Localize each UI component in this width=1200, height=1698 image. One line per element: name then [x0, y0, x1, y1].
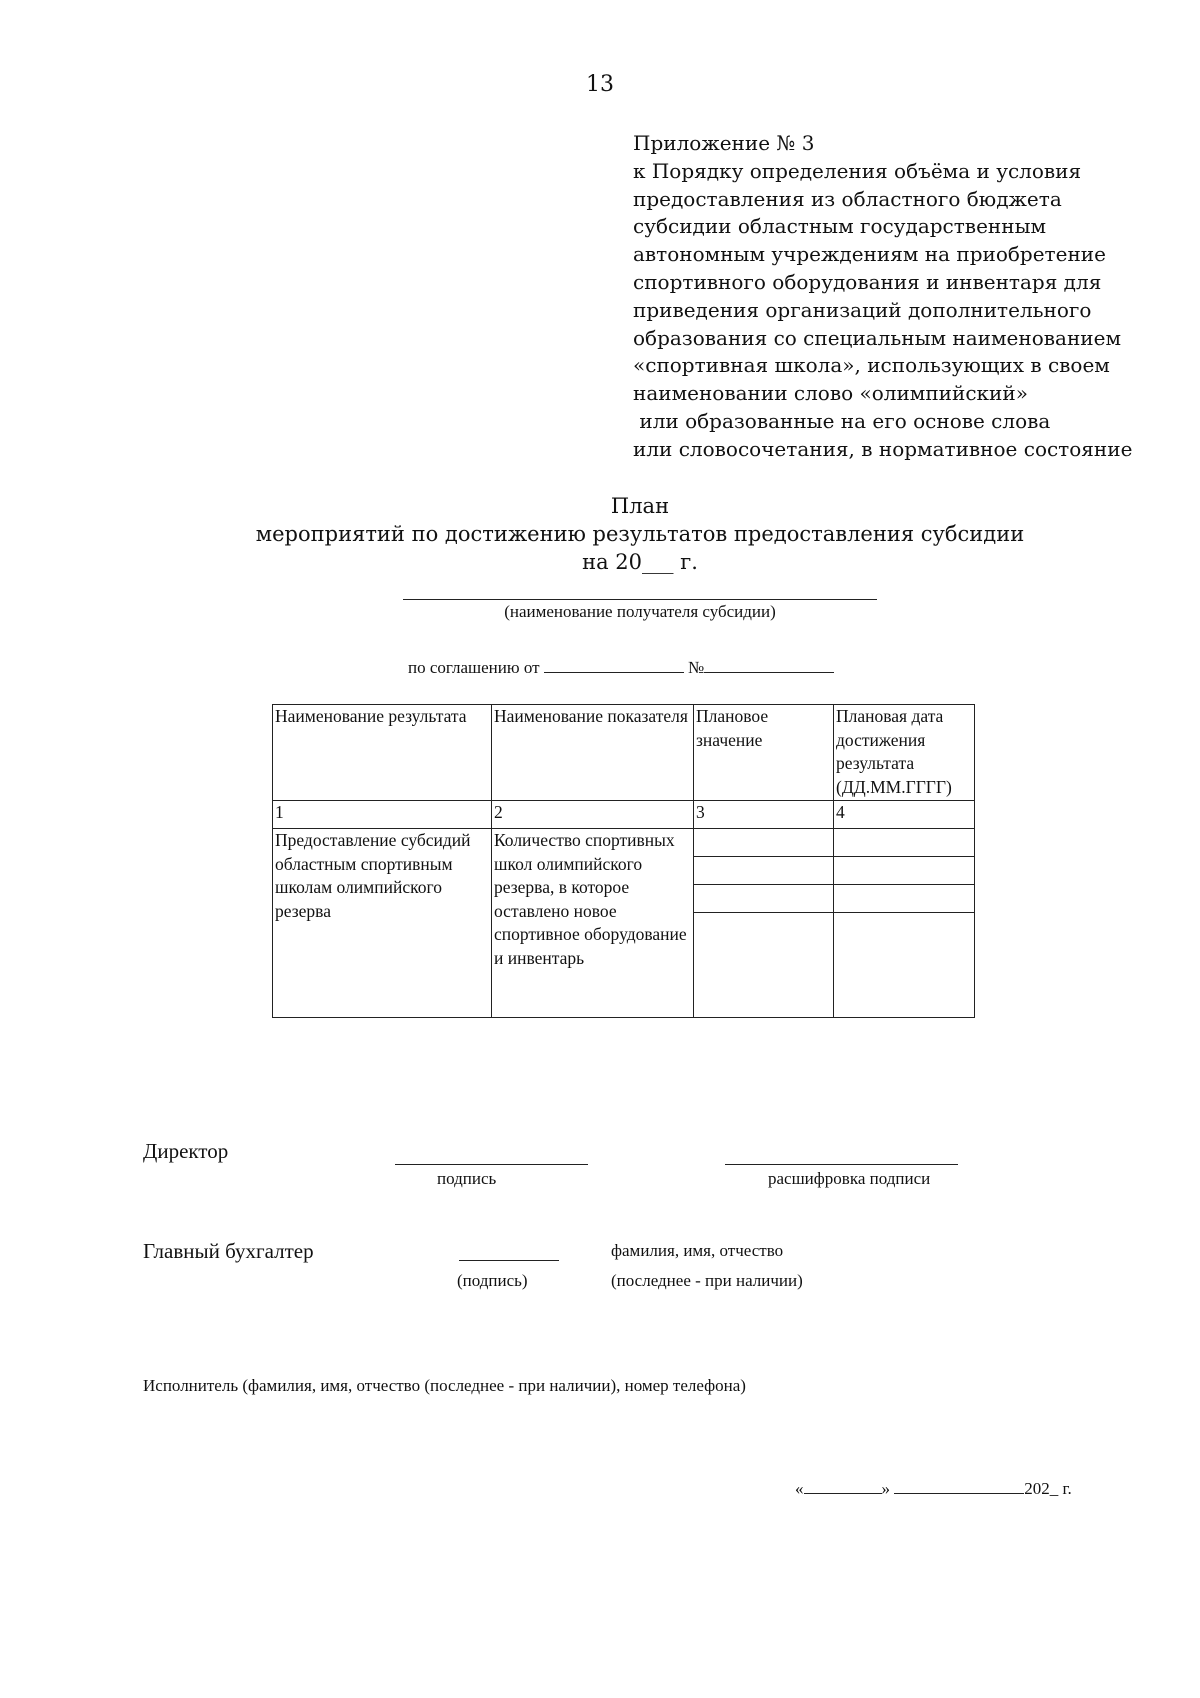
appendix-line: или образованные на его основе слова [633, 408, 1051, 433]
director-signature-caption: подпись [437, 1169, 497, 1188]
director-signature-line[interactable] [395, 1164, 588, 1165]
appendix-line: или словосочетания, в нормативное состояние [633, 436, 1133, 461]
agreement-date-field[interactable] [544, 655, 684, 673]
appendix-line: наименовании слово «олимпийский» [633, 381, 1028, 406]
planned-date-subcells [834, 829, 974, 913]
accountant-name-note: (последнее - при наличии) [611, 1271, 803, 1290]
table-row [273, 829, 975, 1018]
planned-date-subcell[interactable] [834, 857, 974, 885]
document-title: План [610, 494, 670, 518]
agreement-number-field[interactable] [704, 655, 834, 673]
accountant-signature-caption: (подпись) [457, 1271, 528, 1290]
accountant-signature-line[interactable] [459, 1260, 559, 1261]
date-month-field[interactable] [894, 1476, 1024, 1494]
appendix-block [633, 130, 1193, 464]
appendix-line: субсидии областным государственным [633, 214, 1047, 239]
indicator-cell: Количество спортивных школ олимпийского резерва, в которое оставлено новое спортивное оборудование и инвентарь [492, 829, 694, 1018]
recipient-caption: (наименование получателя субсидии) [504, 602, 776, 621]
column-number: 4 [834, 801, 975, 829]
planned-value-subcells [694, 829, 833, 913]
accountant-name-caption: фамилия, имя, отчество [611, 1241, 784, 1260]
header-indicator-name: Наименование показателя [492, 705, 694, 801]
director-label: Директор [143, 1139, 229, 1163]
header-planned-date: Плановая дата достижения результата (ДД.ММ.ГГГГ) [834, 705, 975, 801]
agreement-line [408, 655, 834, 678]
date-open-quote: « [795, 1479, 804, 1498]
appendix-line: спортивного оборудования и инвентаря для [633, 269, 1102, 294]
agreement-prefix: по соглашению от [408, 658, 544, 677]
document-subtitle: мероприятий по достижению результатов предоставления субсидии [255, 522, 1025, 546]
recipient-name-line[interactable] [403, 599, 877, 600]
planned-date-cell[interactable] [834, 829, 975, 1018]
planned-value-subcell[interactable] [694, 857, 833, 885]
table-number-row [273, 801, 975, 829]
result-cell: Предоставление субсидий областным спортивным школам олимпийского резерва [273, 829, 492, 1018]
header-result-name: Наименование результата [273, 705, 492, 801]
date-year-suffix: 202_ г. [1024, 1479, 1072, 1498]
date-day-field[interactable] [804, 1476, 882, 1494]
agreement-number-sign: № [688, 658, 705, 677]
appendix-line: «спортивная школа», использующих в своем [633, 353, 1110, 378]
date-line [795, 1476, 1072, 1499]
planned-value-cell[interactable] [694, 829, 834, 1018]
appendix-line: автономным учреждениям на приобретение [633, 242, 1106, 267]
planned-value-subcell[interactable] [694, 885, 833, 913]
table-header-row [273, 705, 975, 801]
appendix-line: образования со специальным наименованием [633, 325, 1121, 350]
accountant-label: Главный бухгалтер [143, 1239, 314, 1263]
page-number: 13 [586, 72, 614, 97]
planned-date-subcell[interactable] [834, 829, 974, 857]
appendix-line: предоставления из областного бюджета [633, 186, 1062, 211]
appendix-line: приведения организаций дополнительного [633, 297, 1092, 322]
appendix-line: к Порядку определения объёма и условия [633, 158, 1082, 183]
planned-value-subcell[interactable] [694, 829, 833, 857]
header-planned-value: Плановое значение [694, 705, 834, 801]
date-close-quote: » [881, 1479, 890, 1498]
appendix-line: Приложение № 3 [633, 131, 815, 155]
document-year: на 20___ г. [582, 550, 698, 574]
director-decoding-line[interactable] [725, 1164, 958, 1165]
plan-table [272, 704, 975, 1018]
director-decoding-caption: расшифровка подписи [768, 1169, 931, 1188]
planned-date-subcell[interactable] [834, 885, 974, 913]
column-number: 1 [273, 801, 492, 829]
column-number: 3 [694, 801, 834, 829]
column-number: 2 [492, 801, 694, 829]
executor-line: Исполнитель (фамилия, имя, отчество (последнее - при наличии), номер телефона) [143, 1376, 746, 1395]
